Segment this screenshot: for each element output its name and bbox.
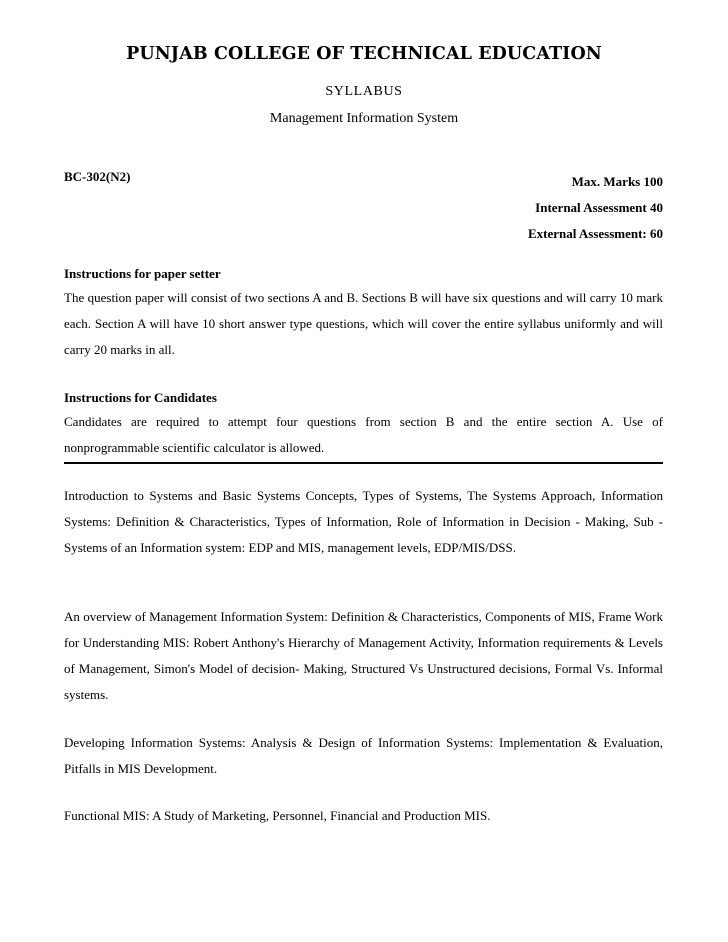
candidates-instructions: Candidates are required to attempt four questions from section B and the entire section A. Use of nonprogrammable scientific calculator is allowed. bbox=[64, 414, 663, 455]
syllabus-unit-3: Developing Information Systems: Analysis & Design of Information Systems: Implementation & Evaluation, Pitfalls in MIS Development. bbox=[64, 735, 663, 776]
section-divider bbox=[64, 462, 663, 464]
syllabus-unit-4: Functional MIS: A Study of Marketing, Personnel, Financial and Production MIS. bbox=[64, 808, 491, 823]
course-code: BC-302(N2) bbox=[64, 169, 131, 184]
external-assessment: External Assessment: 60 bbox=[527, 226, 663, 241]
max-marks: Max. Marks 100 bbox=[571, 174, 663, 189]
subject-title: Management Information System bbox=[269, 111, 459, 126]
setter-instructions: The question paper will consist of two sections A and B. Sections B will have six questions and will carry 10 mark each. Section A will have 10 short answer type questions, which will cover the entire syllabus uniformly and will carry 20 marks in all. bbox=[64, 290, 663, 357]
internal-assessment: Internal Assessment 40 bbox=[535, 200, 663, 215]
syllabus-unit-1: Introduction to Systems and Basic Systems Concepts, Types of Systems, The Systems Approach, Information Systems: Definition & Characteristics, Types of Information, Role of Information in Decision - Making, Sub - Systems of an Information system: EDP and MIS, management levels, EDP/MIS/DSS. bbox=[64, 488, 663, 555]
college-name: PUNJAB COLLEGE OF TECHNICAL EDUCATION bbox=[126, 44, 602, 64]
marks-block bbox=[528, 169, 663, 247]
syllabus-unit-2: An overview of Management Information System: Definition & Characteristics, Components of MIS, Frame Work for Understanding MIS: Robert Anthony's Hierarchy of Management Activity, Information requirements & Levels of Management, Simon's Model of decision- Making, Structured Vs Unstructured decisions, Formal Vs. Informal systems. bbox=[64, 609, 663, 702]
candidates-heading: Instructions for Candidates bbox=[64, 390, 217, 405]
setter-heading: Instructions for paper setter bbox=[64, 266, 221, 281]
document-type: SYLLABUS bbox=[325, 84, 403, 99]
